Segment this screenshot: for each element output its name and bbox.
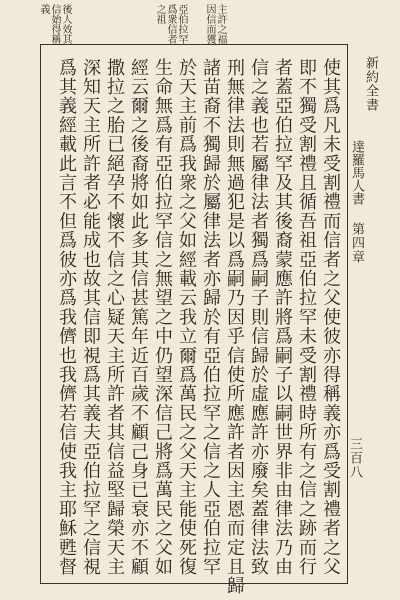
- text-column-10: 撒拉之胎已絕孕不懷不信之心疑天主所許者其信益堅歸榮天主: [104, 58, 125, 577]
- margin-note-2c: 之祖: [154, 4, 165, 24]
- text-column-2: 即不獨受割禮且循吾祖亞伯拉罕未受割禮時所有之信之跡而行: [296, 58, 317, 577]
- text-column-12: 爲其義經載此言不但爲彼亦爲我儕也我儕若信使我主耶穌甦督: [56, 58, 77, 577]
- margin-note-3b: 信始得稱: [49, 4, 60, 44]
- chapter-label: 第四章: [349, 222, 364, 264]
- text-column-6: 諸苗裔不獨歸於屬律法者亦歸於有亞伯拉罕之信之人亞伯拉罕: [200, 58, 221, 577]
- page-number: 三百八: [347, 437, 362, 479]
- margin-note-2a: 亞伯拉罕: [176, 4, 187, 44]
- epistle-title: 達羅馬人書: [349, 140, 364, 205]
- margin-note-1b: 因信而獲: [204, 4, 215, 44]
- text-column-8: 生命無爲有亞伯拉罕信之無望之中仍望深信己將爲萬民之父如: [152, 58, 173, 577]
- text-column-3: 者蓋亞伯拉罕及其後裔蒙應許將爲嗣子以嗣世界非由律法乃由: [272, 58, 293, 577]
- margin-note-3c: 義: [38, 4, 49, 14]
- margin-note-3a: 後人效其: [60, 4, 71, 44]
- book-name: 新約全書: [363, 56, 378, 112]
- text-column-5: 刑無律法則無過犯是以爲嗣乃因乎信使所應許者因主恩而定且歸: [224, 58, 245, 596]
- text-column-7: 於天主前爲我衆之父如經載云我立爾爲萬民之父天主能使死復: [176, 58, 197, 577]
- text-column-9: 經云爾之後裔將如此多其信甚篤年近百歲不顧己身已衰亦不顧: [128, 58, 149, 577]
- text-column-4: 信之義也若屬律法者獨爲嗣子則信歸於虛應許亦廢矣蓋律法致: [248, 58, 269, 577]
- text-column-11: 深知天主所許者必能成也故其信即視爲其義夫亞伯拉罕之信視: [80, 58, 101, 577]
- text-column-1: 使其爲凡未受割禮而信者之父使彼亦得稱義亦爲受割禮者之父: [320, 58, 341, 577]
- margin-note-2b: 爲衆信者: [165, 4, 176, 44]
- margin-note-1a: 主許之福: [215, 4, 226, 44]
